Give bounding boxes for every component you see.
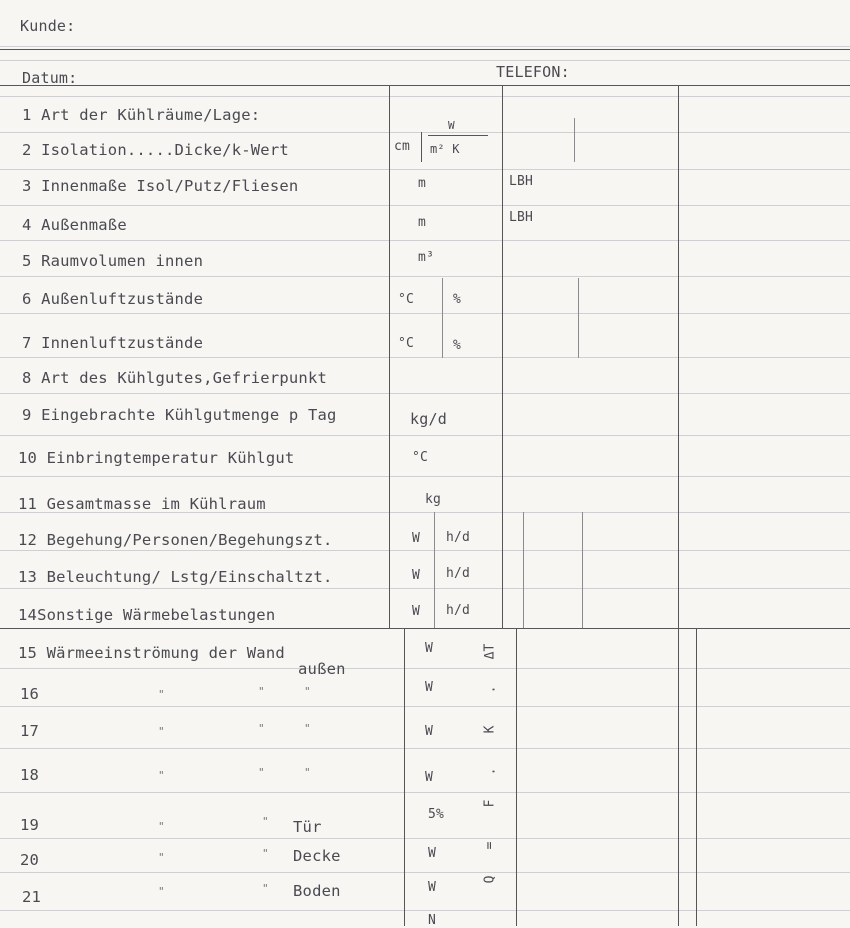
ditto-mark: " [262,882,269,895]
telefon-label: TELEFON: [496,63,570,81]
ditto-mark: " [258,685,265,698]
row-label: 1 Art der Kühlräume/Lage: [22,106,261,124]
unit: h/d [446,530,471,545]
rule-line [0,96,850,97]
ditto-mark: " [258,766,265,779]
ditto-mark: " [158,885,165,898]
cell-divider [582,512,583,628]
row-label: 3 Innenmaße Isol/Putz/Fliesen [22,177,299,195]
column-line [389,85,390,628]
cell-divider [442,278,443,358]
unit: °C [412,450,429,465]
extra-value: LBH [509,210,534,225]
row-sublabel: Boden [293,882,341,900]
unit: °C [398,336,415,351]
column-line [404,628,405,926]
ditto-mark: " [158,820,165,833]
column-line [502,85,503,628]
rule-line [0,910,850,911]
column-line [696,628,697,926]
unit: W [412,568,421,583]
fraction-numerator: W [448,119,455,132]
unit: % [453,292,462,307]
formula-symbol: . [483,685,499,694]
kunde-label: Kunde: [20,17,76,35]
unit: kg [425,492,442,507]
unit: W [425,724,434,739]
section-divider [0,628,850,629]
ditto-mark: " [158,688,165,701]
unit: % [453,338,462,353]
fraction-bar [428,135,488,136]
row-label: 9 Eingebrachte Kühlgutmenge p Tag [22,406,337,424]
unit: W [428,846,437,861]
ditto-mark: " [304,722,311,735]
cell-divider [523,512,524,628]
row-sublabel: außen [298,660,346,678]
unit: W [425,770,434,785]
cell-divider [574,118,575,162]
row-label: 8 Art des Kühlgutes,Gefrierpunkt [22,369,328,387]
ditto-mark: " [304,766,311,779]
formula-symbol: ΔT [482,643,498,660]
extra-value: LBH [509,174,534,189]
row-label: 17 [20,722,40,740]
ditto-mark: " [262,815,269,828]
rule-line [0,169,850,170]
fraction-denominator: m² K [430,142,460,156]
unit: m [418,176,427,191]
unit: W [428,880,437,895]
row-label: 10 Einbringtemperatur Kühlgut [18,449,295,467]
unit: m [418,215,427,230]
header-divider [0,49,850,50]
rule-line [0,476,850,477]
ditto-mark: " [158,851,165,864]
rule-line [0,706,850,707]
row-label: 14Sonstige Wärmebelastungen [18,606,276,624]
ditto-mark: " [158,769,165,782]
unit-bracket [421,132,422,162]
row-label: 18 [20,766,40,784]
ditto-mark: " [258,722,265,735]
rule-line [0,132,850,133]
row-label: 13 Beleuchtung/ Lstg/Einschaltzt. [18,568,333,586]
row-label: 12 Begehung/Personen/Begehungszt. [18,531,333,549]
rule-line [0,550,850,551]
unit: h/d [446,566,471,581]
unit: h/d [446,603,471,618]
formula-symbol: = [482,841,498,850]
unit: W [412,531,421,546]
table-top-line [0,85,850,86]
rule-line [0,668,850,669]
rule-line [0,357,850,358]
row-label: 5 Raumvolumen innen [22,252,204,270]
cell-divider [434,512,435,628]
unit: m³ [418,250,435,265]
rule-line [0,205,850,206]
row-label: 2 Isolation.....Dicke/k-Wert [22,141,289,159]
formula-symbol: . [483,767,499,776]
row-label: 20 [20,851,40,869]
rule-line [0,60,850,61]
rule-line [0,792,850,793]
ditto-mark: " [262,847,269,860]
unit: W [425,641,434,656]
rule-line [0,748,850,749]
rule-line [0,240,850,241]
column-line [516,628,517,926]
row-label: 4 Außenmaße [22,216,127,234]
datum-label: Datum: [22,69,78,87]
unit: kg/d [410,410,447,428]
formula-symbol: F [482,799,498,808]
column-line [678,85,679,926]
rule-line [0,588,850,589]
row-sublabel: Decke [293,847,341,865]
row-label: 11 Gesamtmasse im Kühlraum [18,495,266,513]
formula-symbol: K [482,725,498,734]
row-label: 19 [20,816,40,834]
unit: °C [398,292,415,307]
rule-line [0,46,850,47]
formula-symbol: Q [482,875,498,884]
unit: W [412,604,421,619]
rule-line [0,393,850,394]
rule-line [0,313,850,314]
row-label: 21 [22,888,42,906]
unit: 5% [428,807,445,822]
row-label: 6 Außenluftzustände [22,290,204,308]
unit: cm [394,139,411,154]
row-label: 15 Wärmeeinströmung der Wand [18,644,285,662]
rule-line [0,872,850,873]
unit: W [425,680,434,695]
partial-value: N [428,913,437,928]
row-label: 16 [20,685,40,703]
row-label: 7 Innenluftzustände [22,334,204,352]
rule-line [0,435,850,436]
rule-line [0,838,850,839]
ditto-mark: " [304,685,311,698]
row-sublabel: Tür [293,818,322,836]
rule-line [0,276,850,277]
cell-divider [578,278,579,358]
ditto-mark: " [158,725,165,738]
